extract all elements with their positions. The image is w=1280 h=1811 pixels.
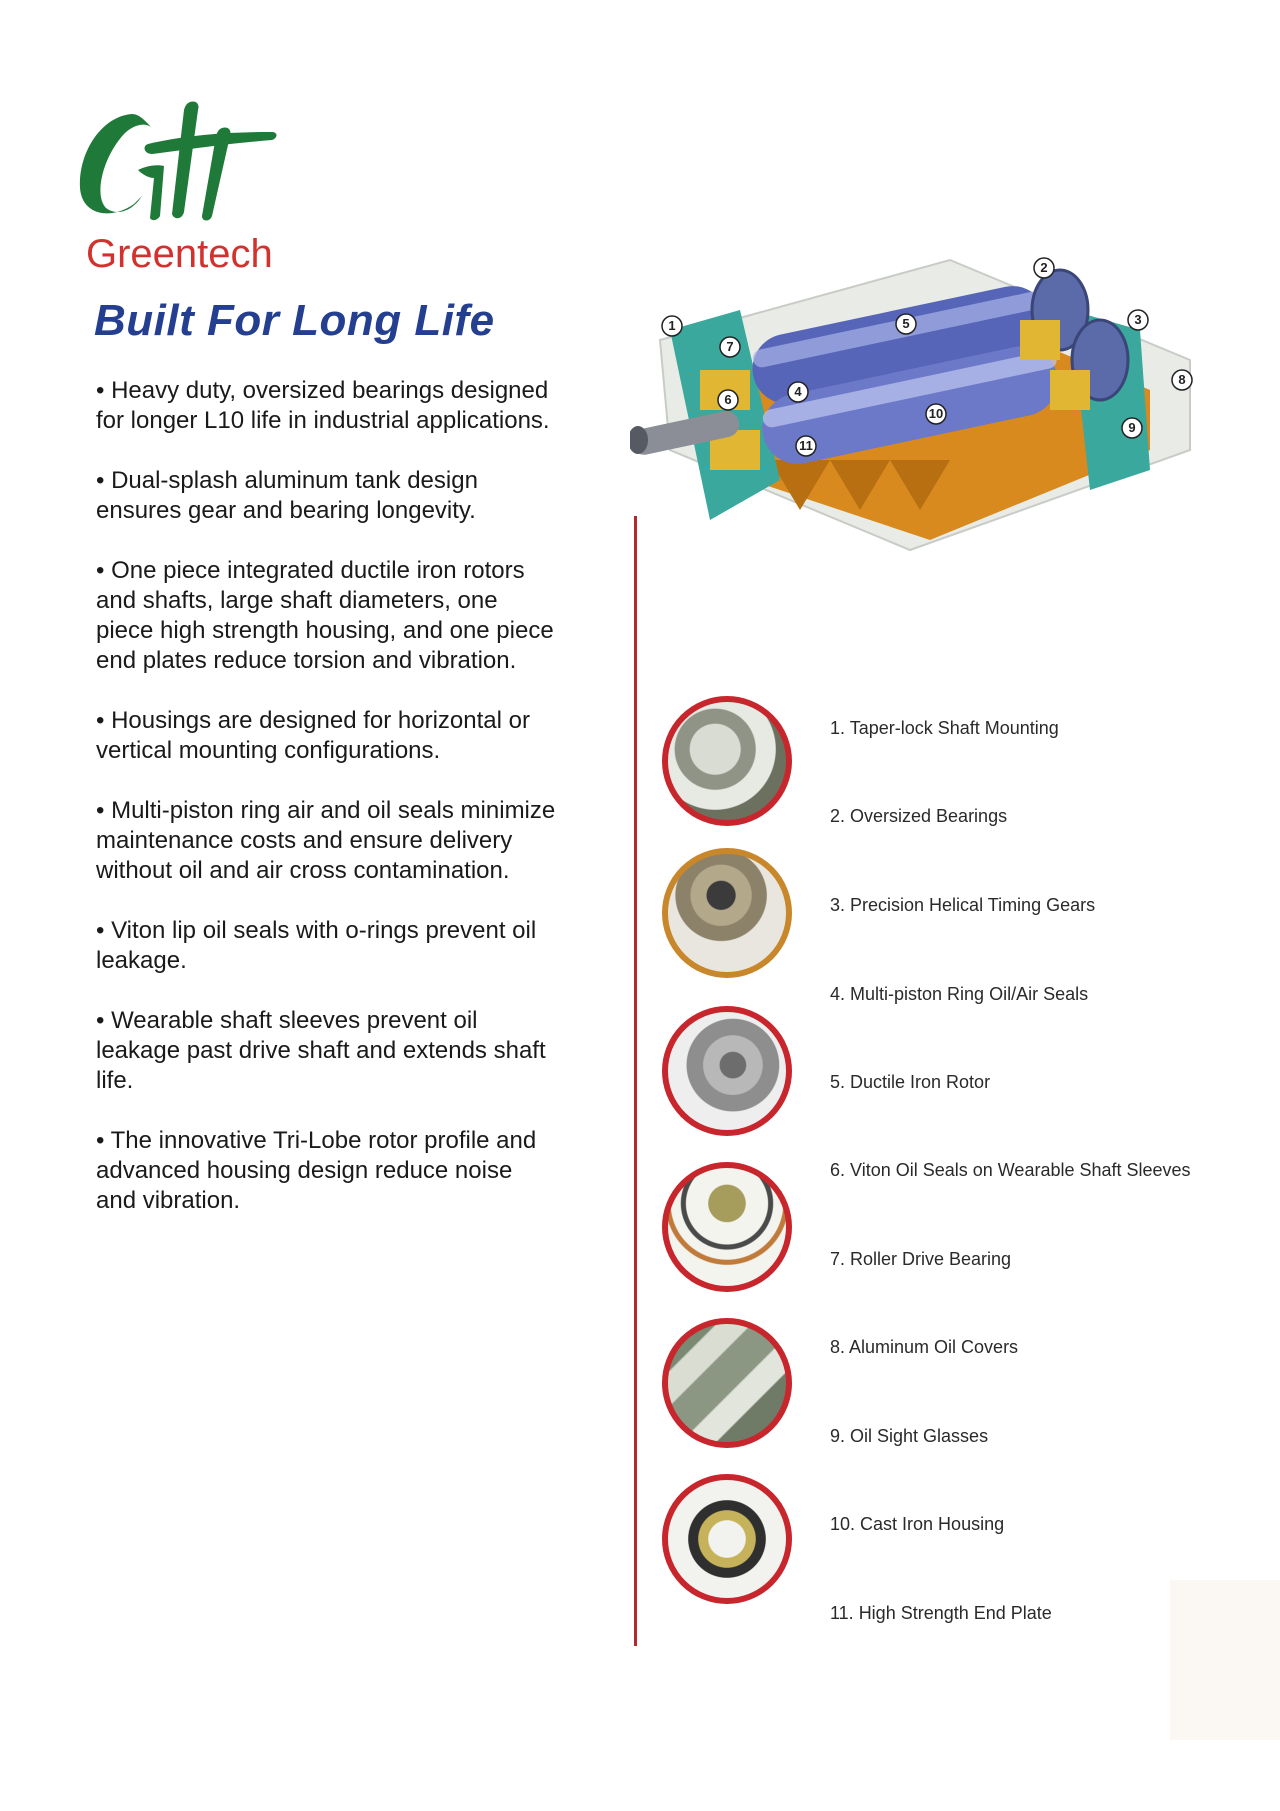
timing-gear-thumbnail: [662, 1006, 792, 1136]
svg-text:4: 4: [794, 384, 802, 399]
diagram-marker: [1034, 258, 1054, 278]
oil-seal-thumbnail: [662, 1474, 792, 1604]
svg-text:3: 3: [1134, 312, 1142, 327]
diagram-marker: [720, 337, 740, 357]
svg-text:8: 8: [1178, 372, 1186, 387]
feature-item: • Wearable shaft sleeves prevent oil leakage past drive shaft and extends shaft life.: [96, 1007, 546, 1094]
feature-item: • Heavy duty, oversized bearings designed for longer L10 life in industrial applications.: [96, 377, 550, 434]
diagram-marker: [788, 382, 808, 402]
svg-text:10: 10: [928, 406, 944, 421]
diagram-marker: [896, 314, 916, 334]
vertical-divider: [634, 516, 637, 1646]
blower-illustration: [630, 250, 1210, 610]
legend-item: 7. Roller Drive Bearing: [830, 1249, 1012, 1269]
feature-item: • One piece integrated ductile iron rotors and shafts, large shaft diameters, one piece high strength housing, and one piece end plates reduce torsion and vibration.: [96, 557, 554, 674]
svg-text:1: 1: [668, 318, 676, 333]
feature-item: • The innovative Tri-Lobe rotor profile and advanced housing design reduce noise and vibration.: [96, 1127, 537, 1214]
background-patch: [1170, 1580, 1280, 1740]
feature-item: • Dual-splash aluminum tank design ensures gear and bearing longevity.: [96, 467, 478, 524]
blower-cutaway-diagram: [630, 250, 1210, 610]
legend-item: 1. Taper-lock Shaft Mounting: [830, 718, 1059, 738]
taper-lock-thumbnail: [662, 696, 792, 826]
legend-item: 9. Oil Sight Glasses: [830, 1426, 989, 1446]
diagram-marker: [796, 436, 816, 456]
rotor-thumbnail: [662, 1318, 792, 1448]
legend-item: 3. Precision Helical Timing Gears: [830, 895, 1096, 915]
diagram-marker: [1172, 370, 1192, 390]
svg-text:6: 6: [724, 392, 732, 407]
gt-logo-mark: [72, 92, 292, 232]
feature-item: • Housings are designed for horizontal or vertical mounting configurations.: [96, 707, 530, 764]
bearing-thumbnail: [662, 848, 792, 978]
feature-item: • Multi-piston ring air and oil seals minimize maintenance costs and ensure delivery without oil and air cross contamination.: [96, 797, 556, 884]
legend-item: 6. Viton Oil Seals on Wearable Shaft Sleeves: [830, 1160, 1191, 1180]
legend-item: 11. High Strength End Plate: [830, 1603, 1052, 1623]
brand-logo: [72, 92, 312, 282]
brand-name: Greentech: [86, 232, 273, 276]
svg-text:2: 2: [1040, 260, 1048, 275]
legend-item: 5. Ductile Iron Rotor: [830, 1072, 991, 1092]
svg-text:7: 7: [726, 339, 734, 354]
svg-text:11: 11: [799, 438, 813, 453]
page-title: Built For Long Life: [94, 296, 495, 345]
svg-text:5: 5: [902, 316, 910, 331]
diagram-marker: [1128, 310, 1148, 330]
diagram-marker: [926, 404, 946, 424]
feature-list: [96, 376, 556, 1246]
seal-rings-thumbnail: [662, 1162, 792, 1292]
svg-text:9: 9: [1128, 420, 1136, 435]
feature-item: • Viton lip oil seals with o-rings prevent oil leakage.: [96, 917, 537, 974]
diagram-marker: [662, 316, 682, 336]
legend-item: 8. Aluminum Oil Covers: [830, 1337, 1019, 1357]
legend-item: 10. Cast Iron Housing: [830, 1514, 1005, 1534]
diagram-marker: [1122, 418, 1142, 438]
legend-item: 2. Oversized Bearings: [830, 806, 1008, 826]
legend-item: 4. Multi-piston Ring Oil/Air Seals: [830, 984, 1089, 1004]
diagram-marker: [718, 390, 738, 410]
